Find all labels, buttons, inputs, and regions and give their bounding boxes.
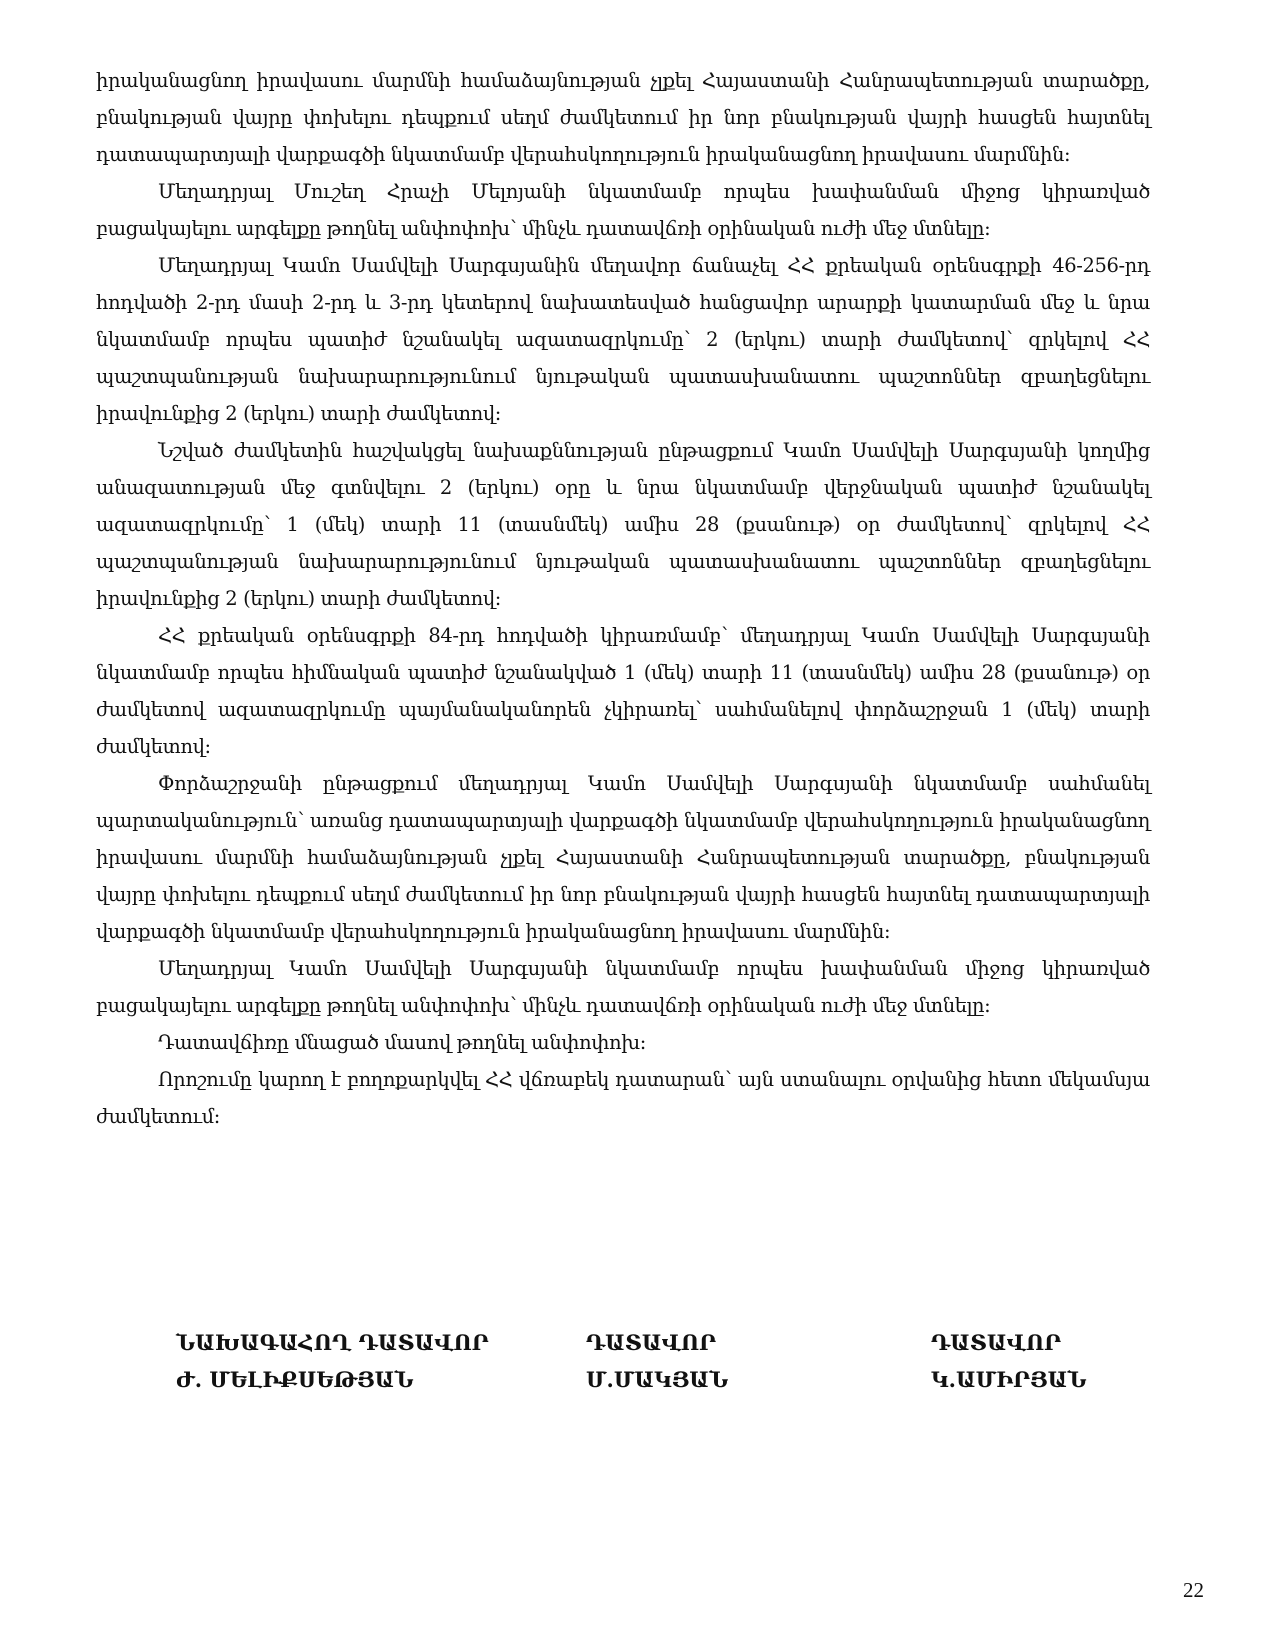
paragraph: իրականացնող իրավասու մարմնի համաձայնության չլքել Հայաստանի Հանրապետության տարածքը, բնակության վայրը փոխելու դեպքում սեղմ ժամկետում իր նոր բնակության վայրի հասցեն հայտնել դատապարտյալի վարքագծի նկատմամբ վերահսկողություն իրականացնող իրավասու մարմնին: [96,69,1150,166]
signature-name: Ժ. ՄԵԼԻՔՍԵԹՅԱՆ [176,1367,414,1392]
signature-title: ԴԱՏԱՎՈՐ [586,1330,717,1355]
signature-judge-3 [931,1324,1087,1398]
signature-name: Մ.ՄԱԿՅԱՆ [586,1367,729,1392]
signature-presiding-judge [176,1324,489,1398]
signature-name: Կ.ԱՄԻՐՅԱՆ [931,1367,1087,1392]
signature-title: ԴԱՏԱՎՈՐ [931,1330,1062,1355]
paragraph: Դատավճիռը մնացած մասով թողնել անփոփոխ: [158,1031,646,1054]
paragraph: Նշված ժամկետին հաշվակցել նախաքննության ընթացքում Կամո Սամվելի Սարգսյանի կողմից անազատության մեջ գտնվելու 2 (երկու) օրը և նրա նկատմամբ վերջնական պատիժ նշանակել ազատազրկումը՝ 1 (մեկ) տարի 11 (տասնմեկ) ամիս 28 (քսանութ) օր ժամկետով՝ զրկելով ՀՀ պաշտպանության նախարարությունում նյութական պատասխանատու պաշտոններ զբաղեցնելու իրավունքից 2 (երկու) տարի ժամկետով: [96,439,1150,610]
signature-judge-2 [586,1324,728,1398]
paragraph: Փորձաշրջանի ընթացքում մեղադրյալ Կամո Սամվելի Սարգսյանի նկատմամբ սահմանել պարտականություն՝ առանց դատապարտյալի վարքագծի նկատմամբ վերահսկողություն իրականացնող իրավասու մարմնի համաձայնության չլքել Հայաստանի Հանրապետության տարածքը, բնակության վայրը փոխելու դեպքում սեղմ ժամկետում իր նոր բնակության վայրի հասցեն հայտնել դատապարտյալի վարքագծի նկատմամբ վերահսկողություն իրականացնող իրավասու մարմնին: [96,772,1150,943]
paragraph: Մեղադրյալ Մուշեղ Հրաչի Մելոյանի նկատմամբ որպես խափանման միջոց կիրառված բացակայելու արգելքը թողնել անփոփոխ՝ մինչև դատավճռի օրինական ուժի մեջ մտնելը: [96,180,1150,240]
paragraph: ՀՀ քրեական օրենսգրքի 84-րդ հոդվածի կիրառմամբ՝ մեղադրյալ Կամո Սամվելի Սարգսյանի նկատմամբ որպես հիմնական պատիժ նշանակված 1 (մեկ) տարի 11 (տասնմեկ) ամիս 28 (քսանութ) օր ժամկետով ազատազրկումը պայմանականորեն չկիրառել՝ սահմանելով փորձաշրջան 1 (մեկ) տարի ժամկետով: [96,624,1150,758]
signature-title: ՆԱԽԱԳԱՀՈՂ ԴԱՏԱՎՈՐ [176,1330,489,1355]
document-body [96,62,1150,1135]
page-number: 22 [1183,1578,1204,1602]
paragraph: Մեղադրյալ Կամո Սամվելի Սարգսյանի նկատմամբ որպես խափանման միջոց կիրառված բացակայելու արգելքը թողնել անփոփոխ՝ մինչև դատավճռի օրինական ուժի մեջ մտնելը: [96,957,1150,1017]
paragraph: Որոշումը կարող է բողոքարկվել ՀՀ վճռաբեկ դատարան՝ այն ստանալու օրվանից հետո մեկամսյա ժամկետում: [96,1068,1150,1128]
paragraph: Մեղադրյալ Կամո Սամվելի Սարգսյանին մեղավոր ճանաչել ՀՀ քրեական օրենսգրքի 46-256-րդ հոդվածի 2-րդ մասի 2-րդ և 3-րդ կետերով նախատեսված հանցավոր արարքի կատարման մեջ և նրա նկատմամբ որպես պատիժ նշանակել ազատազրկումը՝ 2 (երկու) տարի ժամկետով՝ զրկելով ՀՀ պաշտպանության նախարարությունում նյութական պատասխանատու պաշտոններ զբաղեցնելու իրավունքից 2 (երկու) տարի ժամկետով: [96,254,1150,425]
